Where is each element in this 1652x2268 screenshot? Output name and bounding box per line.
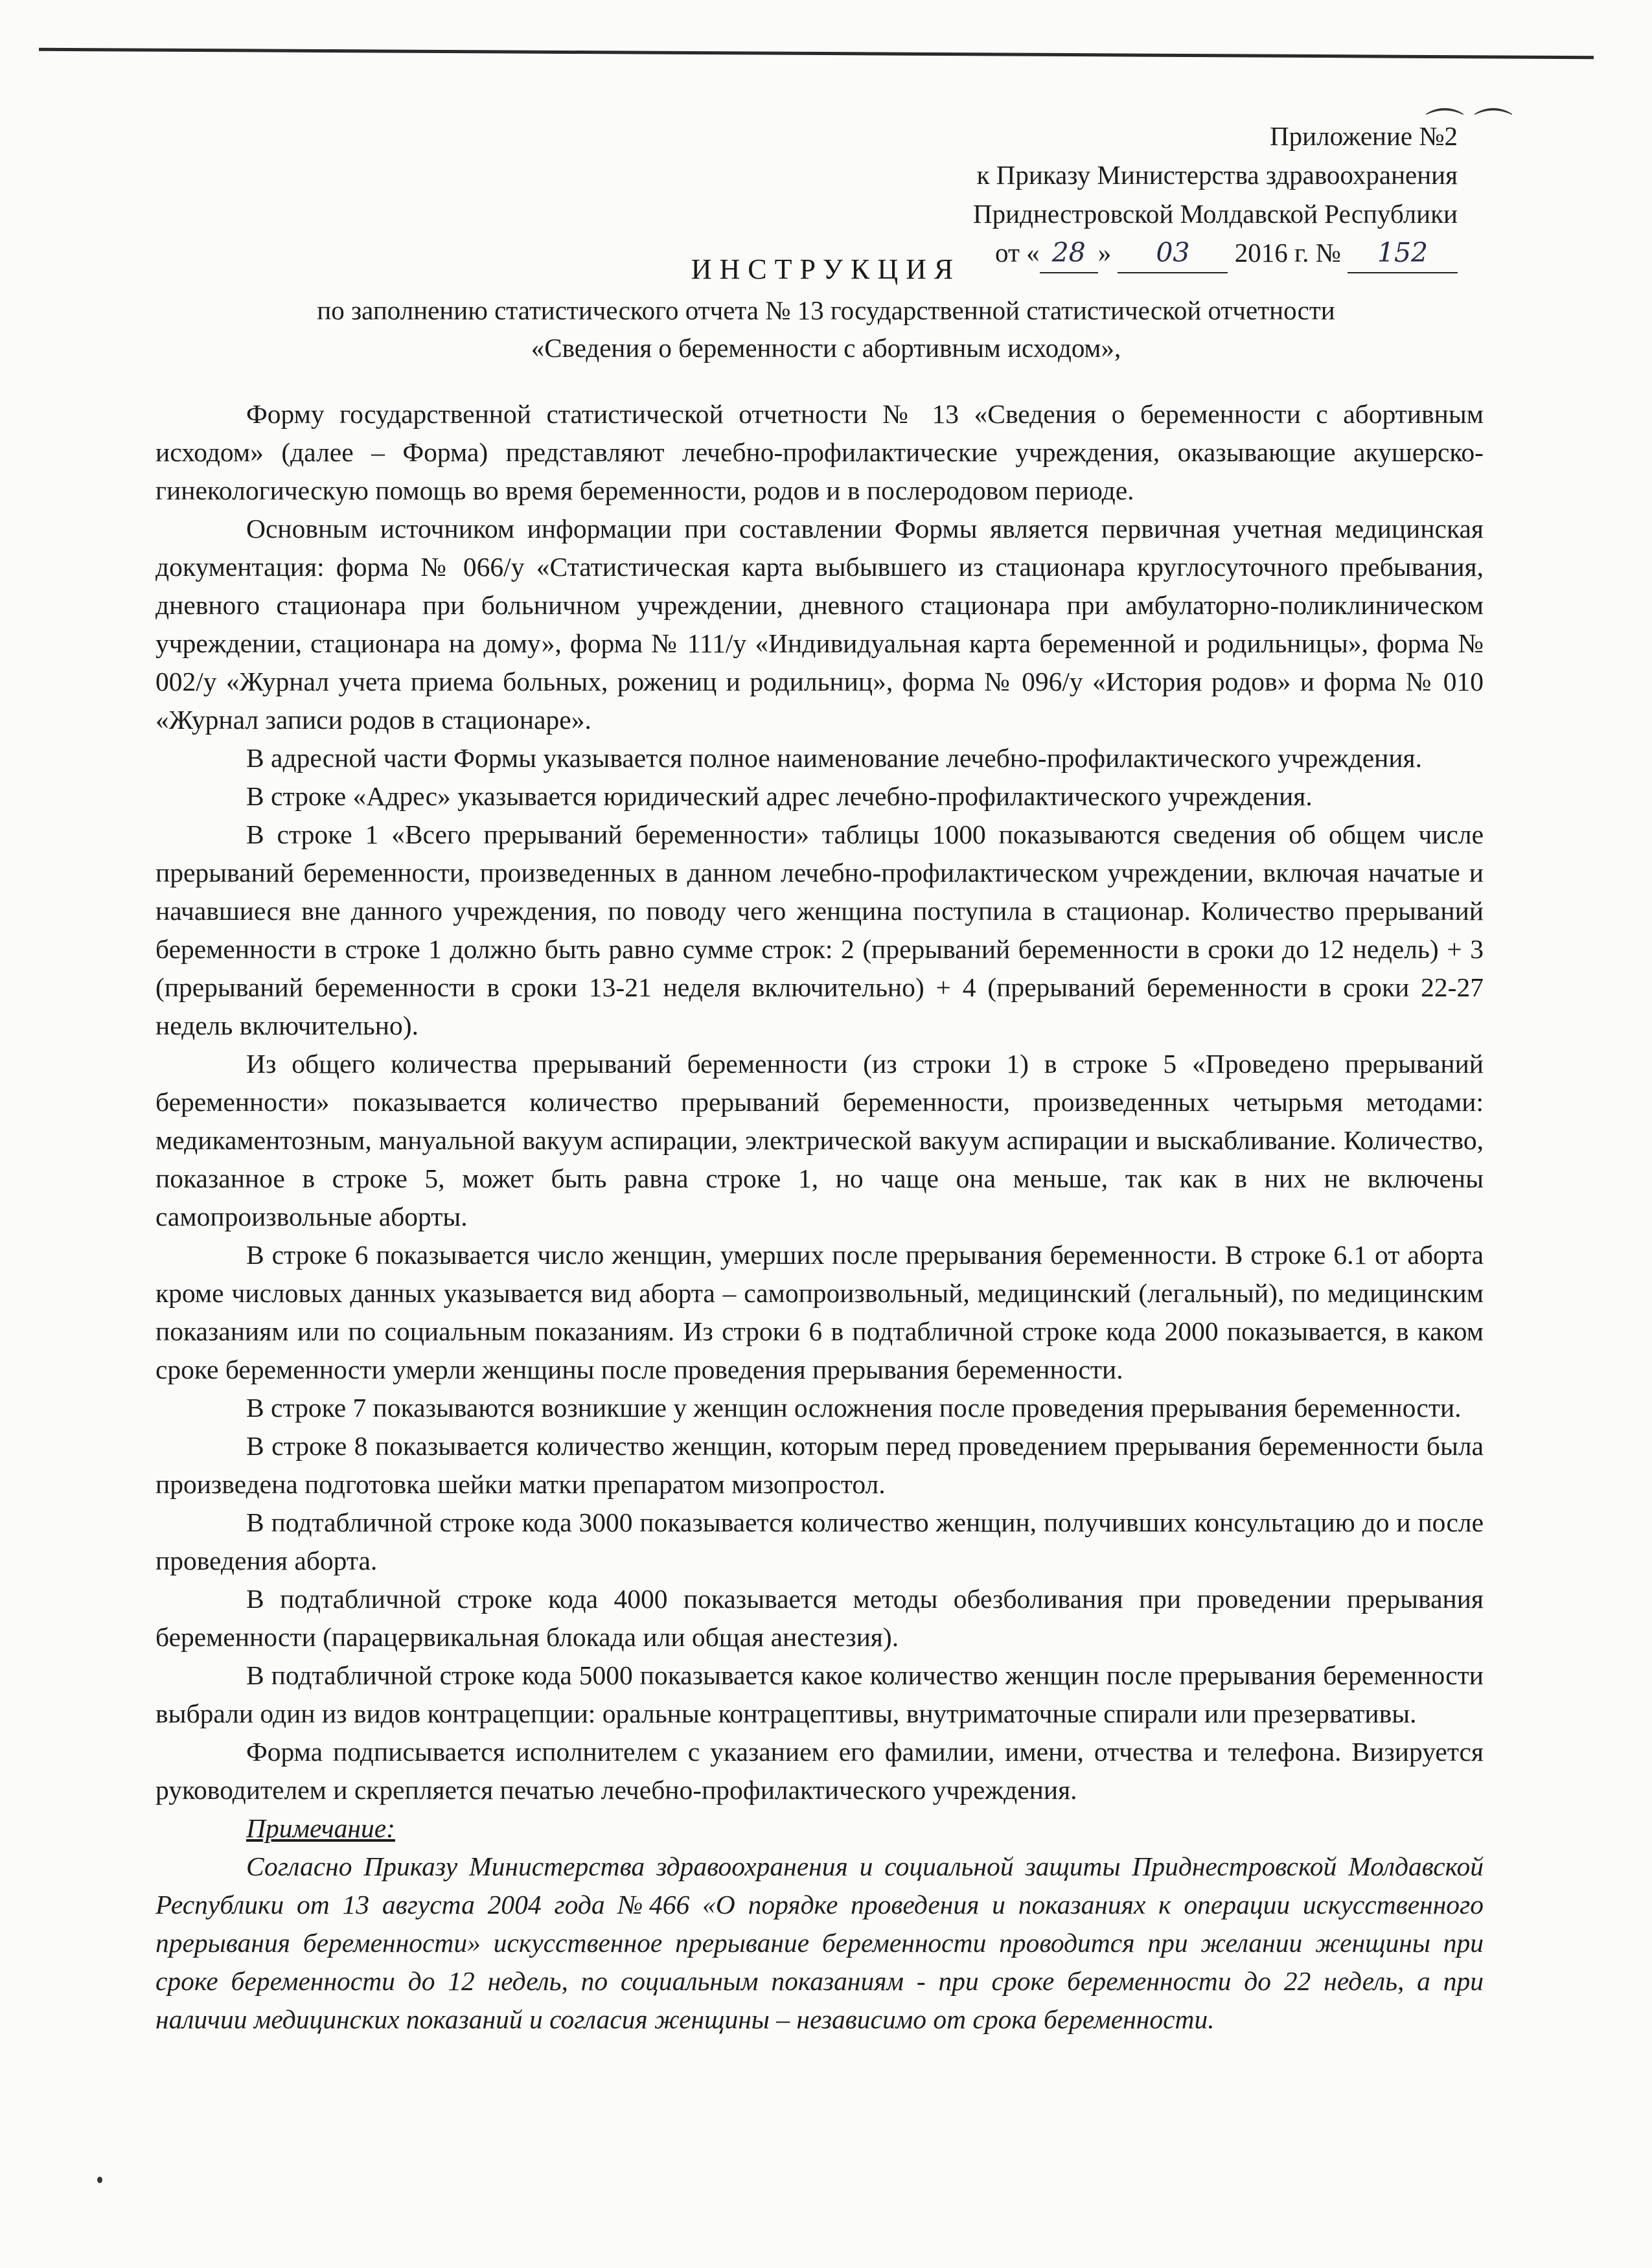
paragraph: В адресной части Формы указывается полное наименование лечебно-профилактического учреждения. (246, 743, 1423, 773)
paragraph: Форма подписывается исполнителем с указанием его фамилии, имени, отчества и телефона. Визируется руководителем и скрепляется печатью лечебно-профилактического учреждения. (155, 1737, 1484, 1805)
scan-speck (97, 2177, 102, 2183)
year-text: 2016 г. № (1234, 238, 1341, 268)
document-body (155, 395, 1484, 2039)
paragraph: В подтабличной строке кода 3000 показывается количество женщин, получивших консультацию до и после проведения аборта. (155, 1507, 1484, 1575)
paragraph: В строке «Адрес» указывается юридический адрес лечебно-профилактического учреждения. (246, 781, 1313, 811)
paragraph: Форму государственной статистической отчетности № 13 «Сведения о беременности с абортивным исходом» (далее – Форма) представляют лечебно-профилактические учреждения, оказывающие акушерско-гинекологическую помощь во время беременности, родов и в послеродовом периоде. (155, 399, 1484, 505)
paragraph: В строке 8 показывается количество женщин, которым перед проведением прерывания беременности была произведена подготовка шейки матки препаратом мизопростол. (155, 1431, 1484, 1499)
header-line-1: Приложение №2 (1270, 121, 1458, 151)
date-prefix: от « (995, 238, 1040, 268)
quote-close: » (1097, 238, 1112, 268)
scan-top-line (39, 48, 1594, 60)
paragraph: Из общего количества прерываний беременности (из строки 1) в строке 5 «Проведено прерываний беременности» показывается количество прерываний беременности, произведенных четырьмя методами: медикаментозным, мануальной вакуум аспирации, электрической вакуум аспирации и выскабливание. Количество, показанное в строке 5, может быть равна строке 1, но чаще она меньше, так как в них не включены самопроизвольные аборты. (155, 1049, 1484, 1231)
document-header (973, 117, 1458, 273)
paragraph: В строке 6 показывается число женщин, умерших после прерывания беременности. В строке 6.1 от аборта кроме числовых данных указывается вид аборта – самопроизвольный, медицинский (легальный), по медицинским показаниям или по социальным показаниям. Из строки 6 в подтабличной строке кода 2000 показывается, в каком сроке беременности умерли женщины после проведения прерывания беременности. (155, 1240, 1484, 1384)
note-text: Согласно Приказу Министерства здравоохранения и социальной защиты Приднестровской Молдавской Республики от 13 августа 2004 года №466 «О порядке проведения и показаниях к операции искусственного прерывания беременности» искусственное прерывание беременности проводится при желании женщины при сроке беременности до 12 недель, по социальным показаниям - при сроке беременности до 22 недель, а при наличии медицинских показаний и согласия женщины – независимо от срока беременности. (155, 1851, 1484, 2034)
paragraph: В строке 7 показываются возникшие у женщин осложнения после проведения прерывания беременности. (246, 1393, 1462, 1423)
paragraph: В подтабличной строке кода 5000 показывается какое количество женщин после прерывания беременности выбрали один из видов контрацепции: оральные контрацептивы, внутриматочные спирали или презервативы. (155, 1660, 1484, 1728)
subtitle-line-2: «Сведения о беременности с абортивным исходом», (531, 333, 1121, 363)
header-line-2: к Приказу Министерства здравоохранения (976, 160, 1458, 190)
paragraph: Основным источником информации при составлении Формы является первичная учетная медицинская документация: форма № 066/у «Статистическая карта выбывшего из стационара круглосуточного пребывания, дневного стационара при больничном учреждении, дневного стационара при амбулаторно-поликлиническом учреждении, стационара на дому», форма № 111/у «Индивидуальная карта беременной и родильницы», форма № 002/у «Журнал учета приема больных, рожениц и родильниц», форма № 096/у «История родов» и форма № 010 «Журнал записи родов в стационаре». (155, 514, 1484, 735)
handwritten-order-number: 152 (1348, 233, 1458, 273)
header-line-3: Приднестровской Молдавской Республики (973, 199, 1458, 229)
subtitle-line-1: по заполнению статистического отчета № 13 государственной статистической отчетности (317, 295, 1335, 325)
paragraph: В строке 1 «Всего прерываний беременности» таблицы 1000 показываются сведения об общем числе прерываний беременности, произведенных в данном лечебно-профилактическом учреждении, включая начатые и начавшиеся вне данного учреждения, по поводу чего женщина поступила в стационар. Количество прерываний беременности в строке 1 должно быть равно сумме строк: 2 (прерываний беременности в сроки до 12 недель) + 3 (прерываний беременности в сроки 13-21 неделя включительно) + 4 (прерываний беременности в сроки 22-27 недель включительно). (155, 819, 1484, 1040)
document-title: ИНСТРУКЦИЯ (691, 253, 961, 285)
handwritten-month: 03 (1118, 233, 1228, 273)
paragraph: В подтабличной строке кода 4000 показывается методы обезболивания при проведении прерывания беременности (парацервикальная блокада или общая анестезия). (155, 1584, 1484, 1652)
handwritten-mark: ⌒ ⌒ (1425, 107, 1513, 150)
document-subtitle (0, 292, 1652, 367)
note-title: Примечание: (246, 1813, 395, 1843)
handwritten-day: 28 (1040, 233, 1098, 273)
